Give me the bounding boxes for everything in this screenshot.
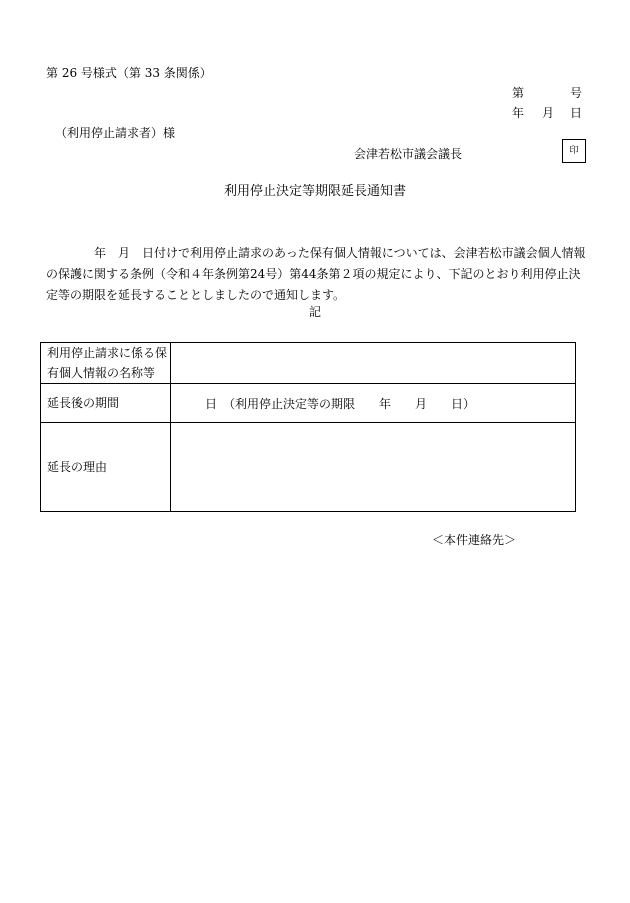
- extension-period-label: 延長後の期間: [41, 384, 171, 423]
- document-title: 利用停止決定等期限延長通知書: [223, 184, 406, 199]
- ki-heading: 記: [308, 305, 321, 319]
- extension-reason-value[interactable]: [171, 423, 576, 512]
- extension-reason-label: 延長の理由: [41, 423, 171, 512]
- date-day: 日: [570, 106, 583, 120]
- addressee: （利用停止請求者）様: [55, 126, 176, 140]
- target-info-value[interactable]: [171, 343, 576, 384]
- table-row: [41, 423, 576, 512]
- body-line: 年 月 日付けで利用停止請求のあった保有個人情報については、会津若松市議会個人情報: [46, 246, 586, 260]
- doc-number-suffix: 号: [570, 86, 583, 100]
- date-month: 月: [542, 106, 555, 120]
- target-info-label: [41, 343, 171, 384]
- doc-number-prefix: 第: [512, 86, 525, 100]
- label-line: 利用停止請求に係る保: [47, 346, 168, 360]
- form-number: 第 26 号様式（第 33 条関係）: [46, 66, 212, 80]
- contact-heading: ＜本件連絡先＞: [432, 533, 517, 547]
- info-table: [40, 342, 576, 512]
- date-year: 年: [512, 106, 525, 120]
- body-paragraph: [46, 243, 586, 306]
- table-row: [41, 343, 576, 384]
- body-line: の保護に関する条例（令和４年条例第24号）第44条第２項の規定により、下記のとおり利用停止決: [46, 267, 581, 281]
- label-line: 有個人情報の名称等: [47, 366, 156, 380]
- body-line: 定等の期限を延長することとしましたので通知します。: [46, 288, 346, 302]
- seal-box: 印: [562, 139, 586, 163]
- extension-period-value[interactable]: 日 （利用停止決定等の期限 年 月 日）: [171, 384, 576, 423]
- table-row: [41, 384, 576, 423]
- sender-name: 会津若松市議会議長: [354, 147, 463, 161]
